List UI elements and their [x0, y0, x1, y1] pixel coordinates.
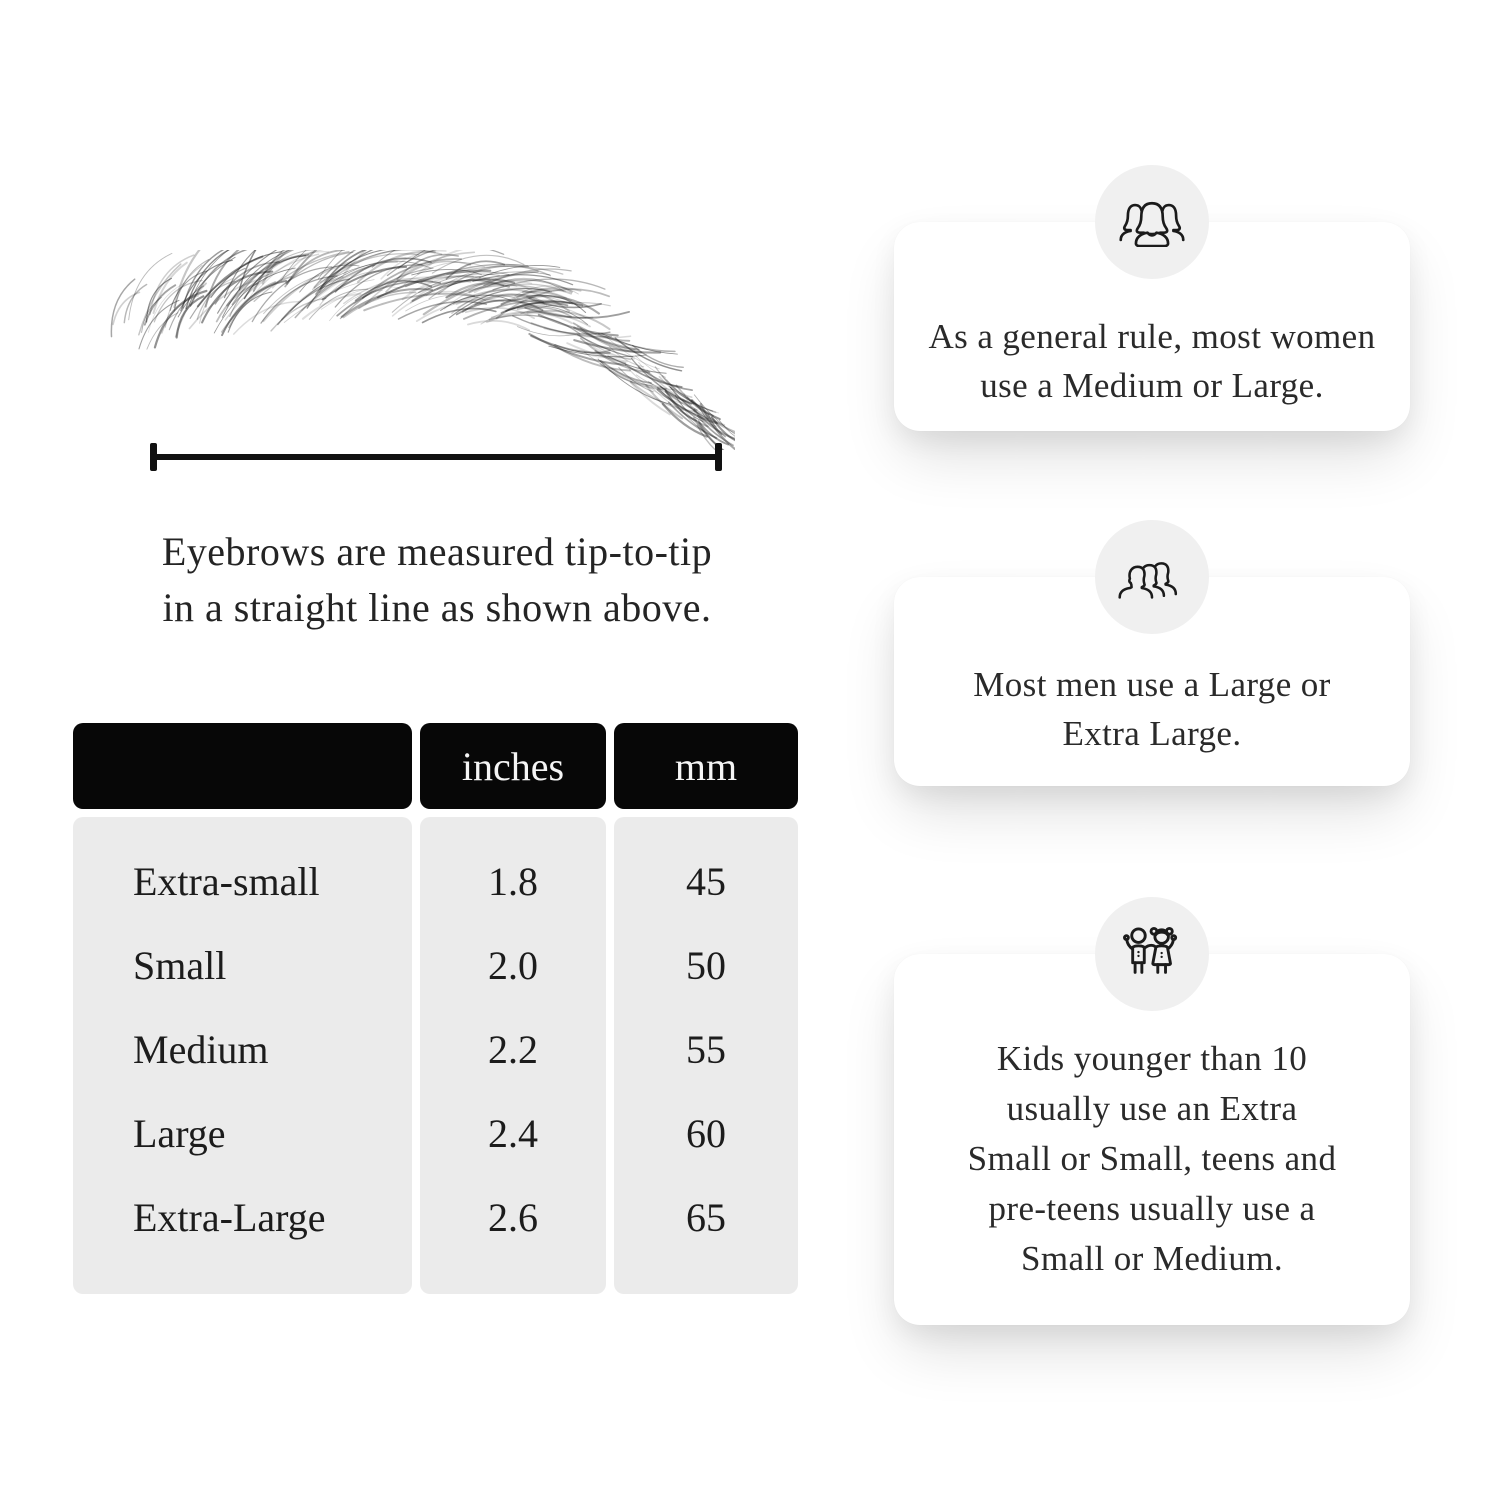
table-cell-mm: 50: [686, 942, 726, 988]
women-icon-circle: [1095, 165, 1209, 279]
table-row-size-label: Small: [133, 942, 227, 988]
measurement-line: [150, 443, 722, 471]
table-cell-inches: 2.2: [488, 1026, 538, 1072]
kids-icon-circle: [1095, 897, 1209, 1011]
measurement-tick-right: [715, 443, 722, 471]
table-column-inches: [420, 817, 606, 1294]
table-row-size-label: Medium: [133, 1026, 269, 1072]
info-card-men-text: Most men use a Large or Extra Large.: [973, 665, 1331, 753]
women-group-icon: [1118, 197, 1186, 247]
table-cell-mm: 45: [686, 858, 726, 904]
table-header-mm: mm: [614, 723, 798, 809]
table-column-mm: [614, 817, 798, 1294]
table-cell-inches: 1.8: [488, 858, 538, 904]
table-row-size-label: Extra-small: [133, 858, 320, 904]
men-icon-circle: [1095, 520, 1209, 634]
table-row-size-label: Large: [133, 1110, 226, 1156]
info-card-women-text: As a general rule, most women use a Medium or Large.: [928, 317, 1376, 405]
table-cell-mm: 60: [686, 1110, 726, 1156]
table-header-inches: inches: [420, 723, 606, 809]
info-card-kids-text: Kids younger than 10 usually use an Extra Small or Small, teens and pre-teens usually use a Small or Medium.: [967, 1039, 1337, 1278]
measurement-bar: [152, 454, 720, 460]
caption-line-2: in a straight line as shown above.: [162, 585, 712, 630]
table-row-size-label: Extra-Large: [133, 1194, 326, 1240]
kids-icon: [1122, 926, 1182, 982]
table-cell-inches: 2.6: [488, 1194, 538, 1240]
eyebrow-illustration: [105, 250, 735, 450]
measurement-caption: [112, 524, 762, 636]
table-cell-inches: 2.0: [488, 942, 538, 988]
table-column-size: [73, 817, 412, 1294]
table-cell-inches: 2.4: [488, 1110, 538, 1156]
table-cell-mm: 65: [686, 1194, 726, 1240]
caption-line-1: Eyebrows are measured tip-to-tip: [161, 529, 713, 574]
table-header-size: [73, 723, 412, 809]
men-group-icon: [1118, 554, 1186, 600]
table-cell-mm: 55: [686, 1026, 726, 1072]
